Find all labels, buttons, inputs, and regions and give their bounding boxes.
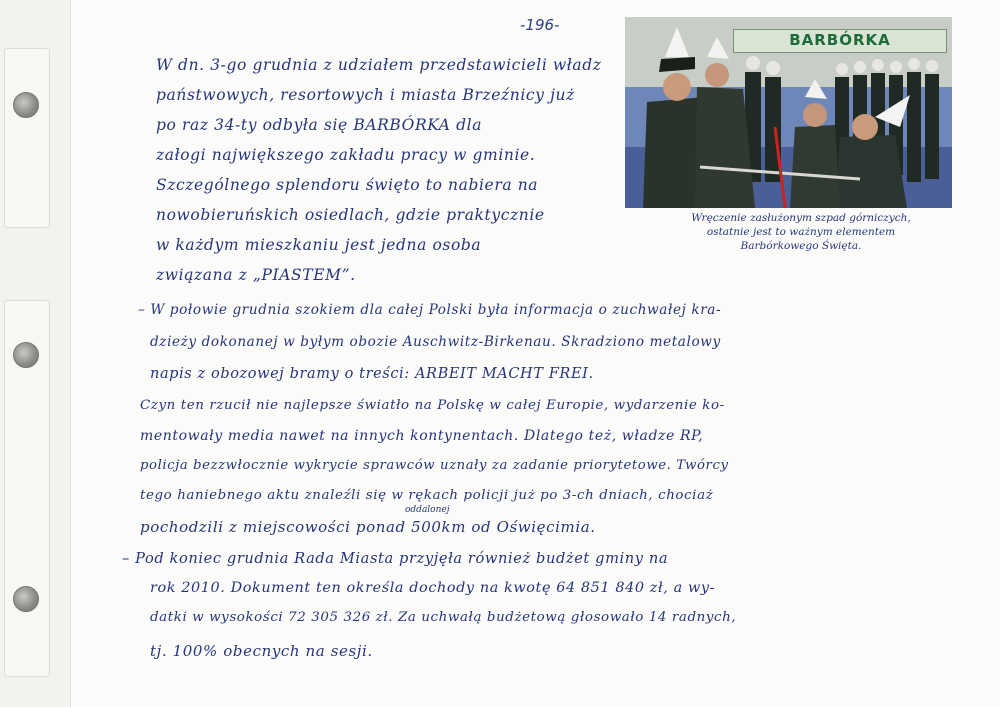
text-line: W dn. 3-go grudnia z udziałem przedstawicieli władz xyxy=(156,56,602,74)
photo-caption xyxy=(636,211,966,253)
binder-tab-upper xyxy=(4,48,50,228)
text-line: Czyn ten rzucił nie najlepsze światło na Polskę w całej Europie, wydarzenie ko- xyxy=(140,398,725,413)
text-line: pochodzili z miejscowości ponad 500km od Oświęcimia. xyxy=(140,518,596,536)
photo-caption-line: Barbórkowego Święta. xyxy=(740,240,862,252)
photo-banner xyxy=(733,29,947,53)
text-line: tego haniebnego aktu znaleźli się w rękach policji już po 3-ch dniach, chociaż xyxy=(140,488,714,503)
text-line: załogi największego zakładu pracy w gminie. xyxy=(156,146,536,164)
text-line: dzieży dokonanej w byłym obozie Auschwitz-Birkenau. Skradziono metalowy xyxy=(150,334,721,350)
text-line: datki w wysokości 72 305 326 zł. Za uchwałą budżetową głosowało 14 radnych, xyxy=(150,610,737,625)
photo-caption-line: ostatnie jest to ważnym elementem xyxy=(706,226,896,238)
text-line: związana z „PIASTEM”. xyxy=(156,266,356,284)
text-line: w każdym mieszkaniu jest jedna osoba xyxy=(156,236,482,254)
text-line: – W połowie grudnia szokiem dla całej Polski była informacja o zuchwałej kra- xyxy=(138,302,722,318)
binder-margin xyxy=(0,0,71,707)
photo-caption-line: Wręczenie zasłużonym szpad górniczych, xyxy=(691,212,911,224)
text-line: państwowych, resortowych i miasta Brzeźnicy już xyxy=(156,86,575,104)
ceremony-photo xyxy=(625,17,952,208)
text-line: po raz 34-ty odbyła się BARBÓRKA dla xyxy=(156,116,483,134)
punch-hole-bottom xyxy=(13,586,39,612)
insertion-word: oddalonej xyxy=(405,505,450,515)
photo-banner-text: BARBÓRKA xyxy=(789,31,891,49)
text-line: – Pod koniec grudnia Rada Miasta przyjęła również budżet gminy na xyxy=(122,550,669,567)
text-line: rok 2010. Dokument ten określa dochody na kwotę 64 851 840 zł, a wy- xyxy=(150,580,716,596)
punch-hole-middle xyxy=(13,342,39,368)
text-line: napis z obozowej bramy o treści: ARBEIT MACHT FREI. xyxy=(150,366,594,382)
text-line: Szczególnego splendoru święto to nabiera na xyxy=(156,176,539,194)
punch-hole-top xyxy=(13,92,39,118)
text-line: policja bezzwłocznie wykrycie sprawców uznały za zadanie priorytetowe. Twórcy xyxy=(140,458,729,473)
text-line: tj. 100% obecnych na sesji. xyxy=(150,642,373,660)
text-line: mentowały media nawet na innych kontynentach. Dlatego też, władze RP, xyxy=(140,428,704,444)
page-number: -196- xyxy=(520,16,560,34)
text-line: nowobieruńskich osiedlach, gdzie praktycznie xyxy=(156,206,545,224)
